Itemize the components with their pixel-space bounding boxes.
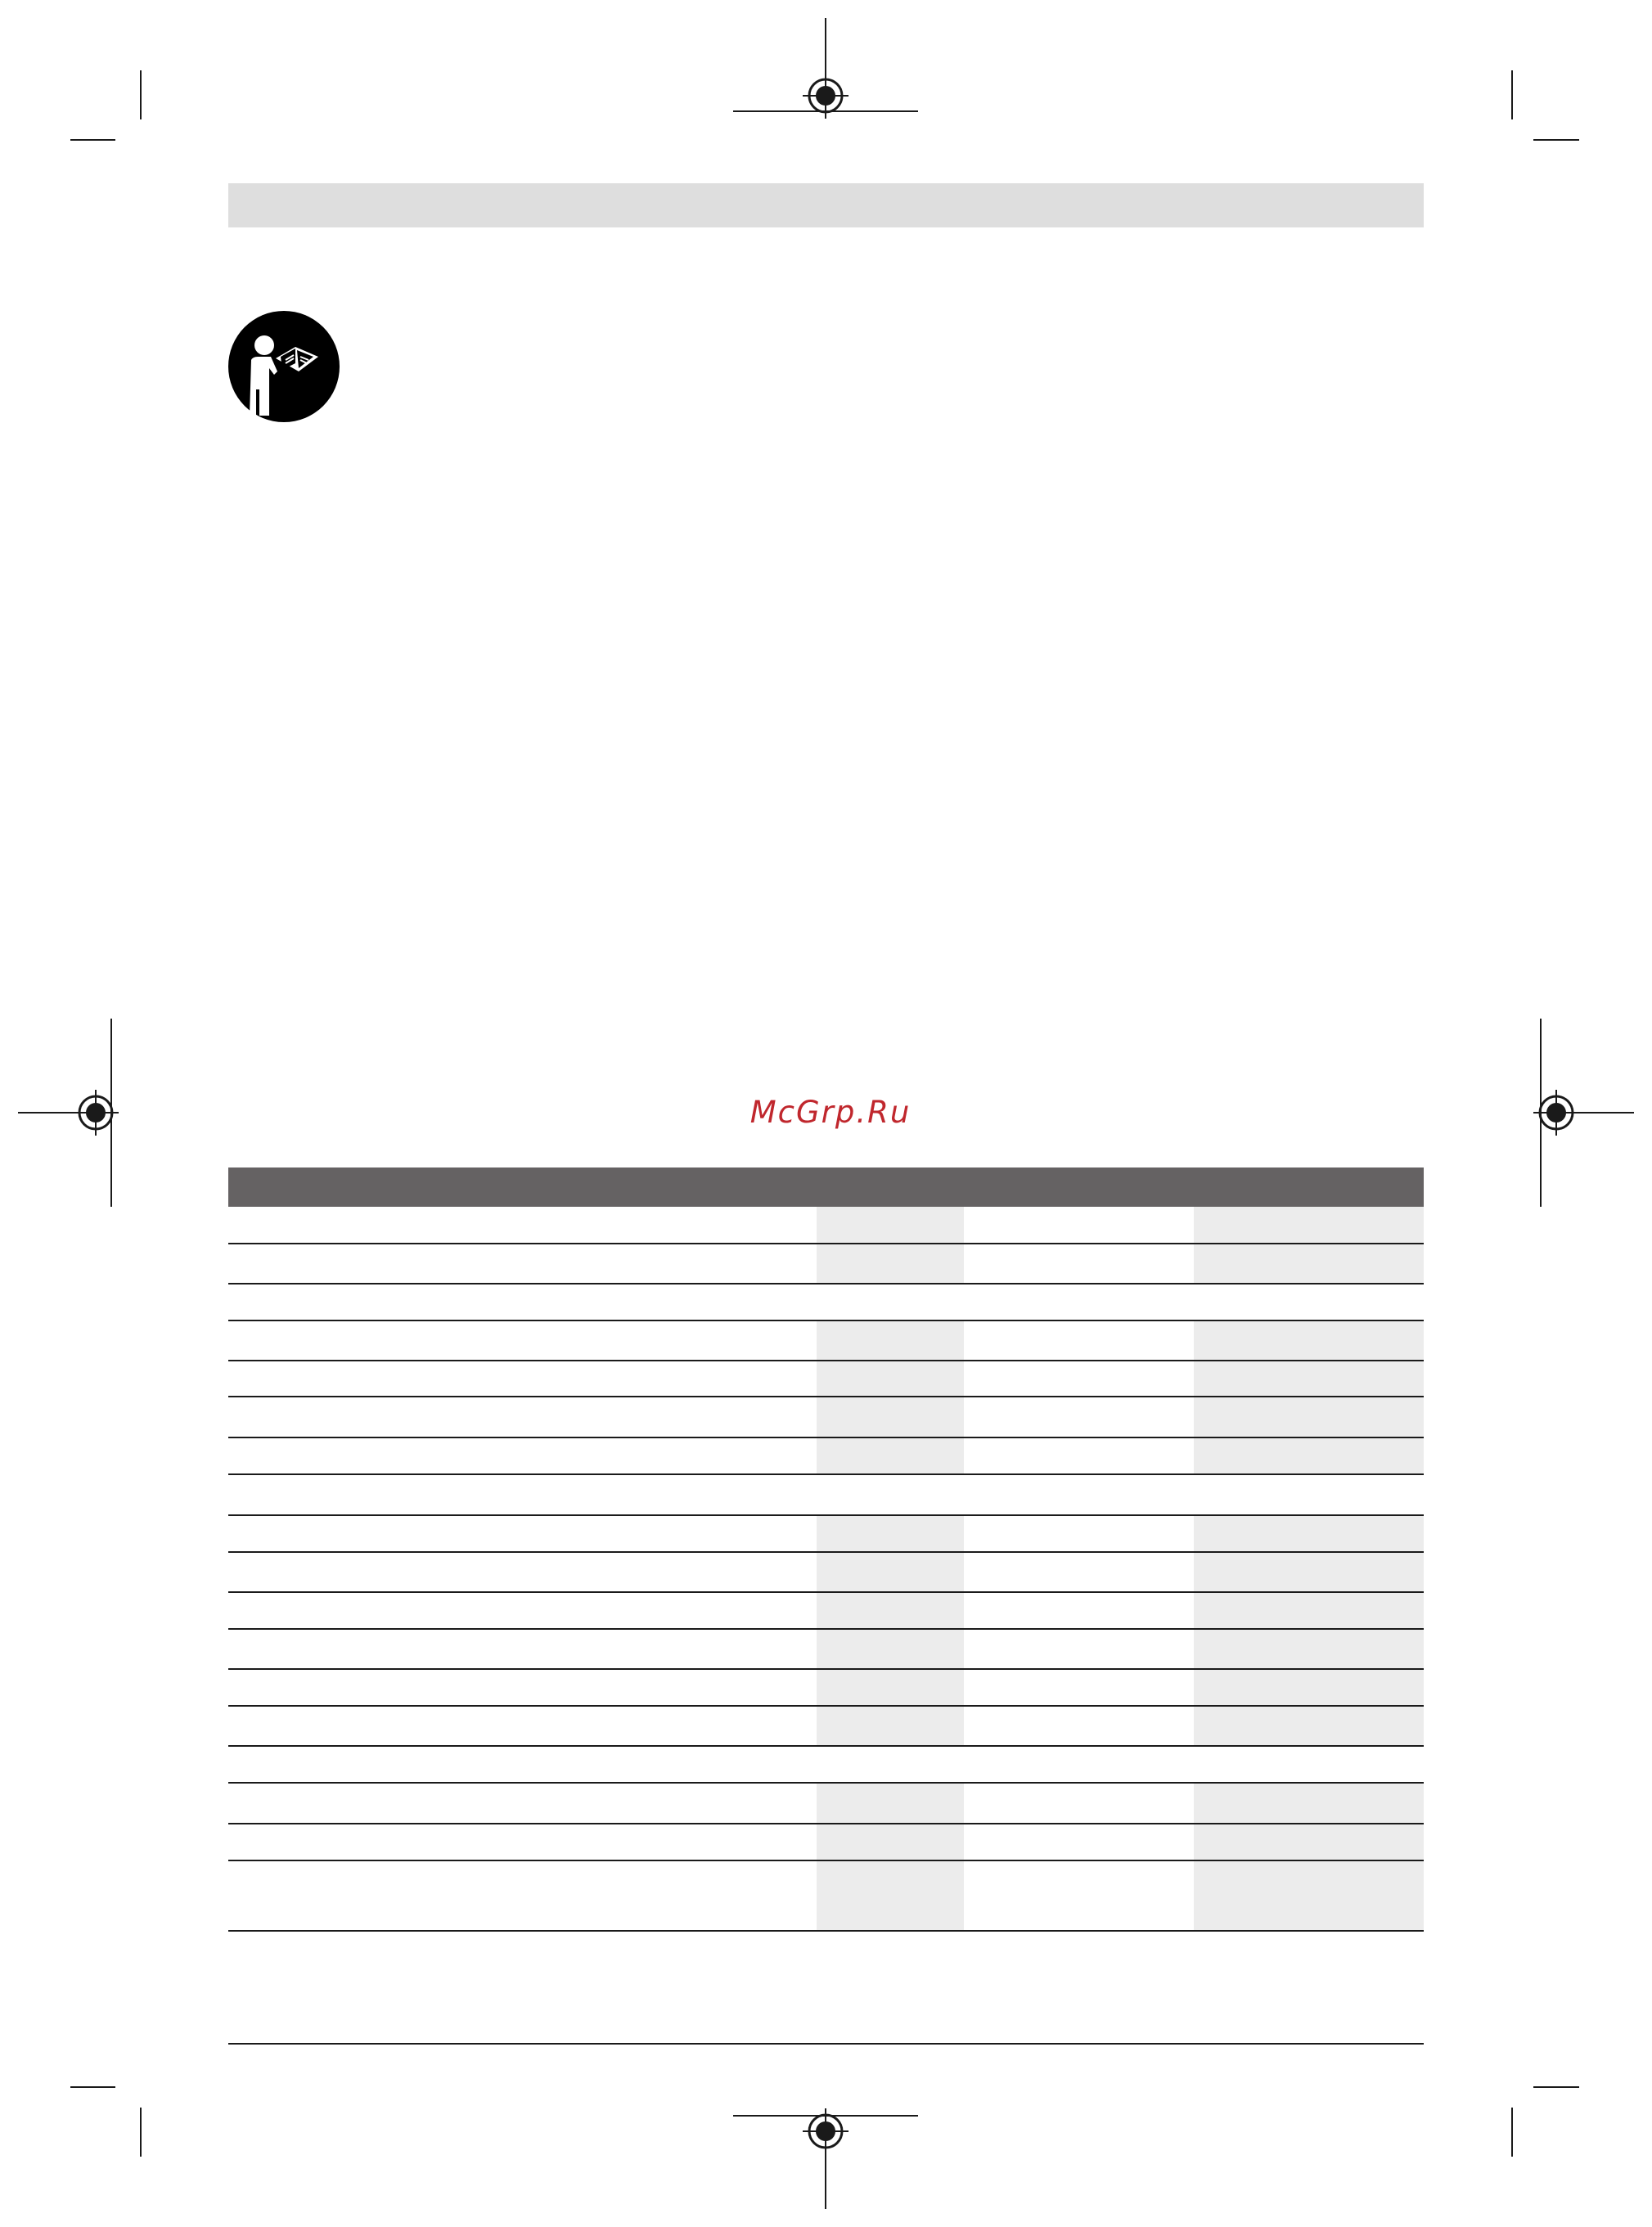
table-row bbox=[228, 1670, 1424, 1707]
table-cell-shaded bbox=[1194, 1438, 1424, 1473]
table-row bbox=[228, 1784, 1424, 1824]
table-cell-shaded bbox=[1194, 1861, 1424, 1930]
table-cell-shaded bbox=[817, 1630, 964, 1668]
table-cell-shaded bbox=[1194, 1593, 1424, 1628]
table-cell-shaded bbox=[817, 1516, 964, 1551]
table-cell-shaded bbox=[817, 1707, 964, 1745]
table-cell-shaded bbox=[1194, 1707, 1424, 1745]
table-row bbox=[228, 1244, 1424, 1284]
table-cell-shaded bbox=[1194, 1824, 1424, 1860]
table-section-row bbox=[228, 1284, 1424, 1321]
table-cell-shaded bbox=[817, 1321, 964, 1360]
table-cell-shaded bbox=[1194, 1670, 1424, 1705]
table-cell-shaded bbox=[1194, 1630, 1424, 1668]
table-cell-shaded bbox=[817, 1593, 964, 1628]
spec-table bbox=[228, 1167, 1424, 1932]
table-row bbox=[228, 1861, 1424, 1932]
table-row bbox=[228, 1516, 1424, 1553]
table-row bbox=[228, 1707, 1424, 1747]
table-row bbox=[228, 1438, 1424, 1475]
table-body bbox=[228, 1207, 1424, 1932]
read-instructions-icon bbox=[228, 311, 340, 422]
watermark: McGrp.Ru bbox=[749, 1095, 912, 1130]
table-cell-shaded bbox=[817, 1397, 964, 1437]
table-row bbox=[228, 1553, 1424, 1593]
table-cell-shaded bbox=[1194, 1244, 1424, 1283]
table-row bbox=[228, 1630, 1424, 1670]
table-section-row bbox=[228, 1475, 1424, 1516]
table-row bbox=[228, 1207, 1424, 1244]
table-cell-shaded bbox=[1194, 1321, 1424, 1360]
table-cell-shaded bbox=[817, 1784, 964, 1823]
table-row bbox=[228, 1361, 1424, 1397]
table-cell-shaded bbox=[817, 1361, 964, 1396]
table-cell-shaded bbox=[817, 1244, 964, 1283]
table-cell-shaded bbox=[817, 1438, 964, 1473]
table-section-row bbox=[228, 1747, 1424, 1784]
table-row bbox=[228, 1824, 1424, 1861]
table-cell-shaded bbox=[1194, 1207, 1424, 1243]
table-cell-shaded bbox=[817, 1861, 964, 1930]
table-row bbox=[228, 1321, 1424, 1361]
table-cell-shaded bbox=[817, 1207, 964, 1243]
footer-rule bbox=[228, 2043, 1424, 2045]
table-cell-shaded bbox=[817, 1824, 964, 1860]
table-cell-shaded bbox=[1194, 1553, 1424, 1591]
table-cell-shaded bbox=[817, 1553, 964, 1591]
table-header bbox=[228, 1167, 1424, 1207]
table-cell-shaded bbox=[1194, 1361, 1424, 1396]
table-cell-shaded bbox=[1194, 1397, 1424, 1437]
table-cell-shaded bbox=[817, 1670, 964, 1705]
table-row bbox=[228, 1593, 1424, 1630]
table-cell-shaded bbox=[1194, 1516, 1424, 1551]
header-bar bbox=[228, 183, 1424, 227]
table-row bbox=[228, 1397, 1424, 1438]
table-cell-shaded bbox=[1194, 1784, 1424, 1823]
